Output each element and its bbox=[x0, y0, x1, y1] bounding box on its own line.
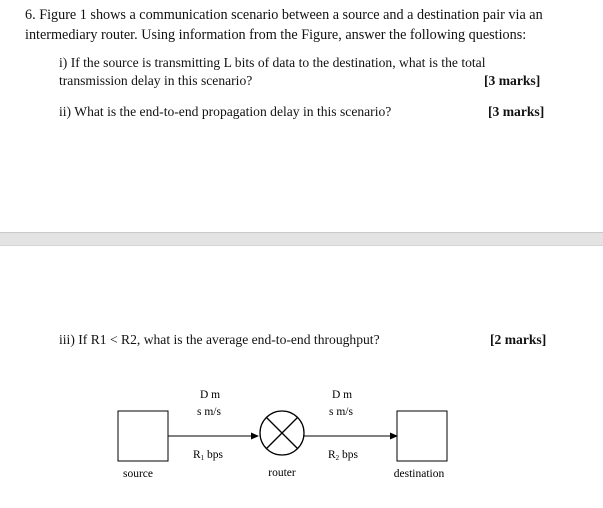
link-1-rate-prefix: R bbox=[192, 449, 201, 461]
destination-label: destination bbox=[393, 468, 445, 480]
part-ii-marks: [3 marks] bbox=[488, 104, 545, 119]
link-2-rate-subscript: 2 bbox=[335, 454, 340, 462]
question-intro-line-1: 6. Figure 1 shows a communication scenario between a source and a destination pair via an bbox=[25, 7, 543, 23]
link-1-rate-subscript: 1 bbox=[200, 454, 205, 462]
part-iii: iii) If R1 < R2, what is the average end-to-end throughput? bbox=[59, 332, 380, 347]
link-2-rate-prefix: R bbox=[327, 449, 336, 461]
link-1-distance: D m bbox=[199, 389, 221, 401]
part-iii-marks: [2 marks] bbox=[490, 332, 547, 347]
part-i-marks: [3 marks] bbox=[484, 73, 541, 88]
question-intro-line-2: intermediary router. Using information from the Figure, answer the following questions: bbox=[25, 27, 527, 43]
link-2-distance: D m bbox=[331, 389, 353, 401]
router-label: router bbox=[268, 467, 296, 479]
source-label: source bbox=[122, 468, 154, 480]
part-i-line-1: i) If the source is transmitting L bits of data to the destination, what is the total bbox=[59, 55, 486, 70]
link-1-rate bbox=[193, 449, 224, 462]
link-1-rate-suffix: bps bbox=[204, 449, 224, 461]
link-2-rate bbox=[328, 449, 359, 462]
router-node bbox=[260, 411, 304, 455]
part-ii: ii) What is the end-to-end propagation delay in this scenario? bbox=[59, 104, 392, 119]
part-i-line-2: transmission delay in this scenario? bbox=[59, 73, 253, 88]
link-2-speed: s m/s bbox=[329, 406, 353, 418]
destination-node bbox=[397, 411, 447, 461]
source-node bbox=[118, 411, 168, 461]
link-2-rate-suffix: bps bbox=[339, 449, 359, 461]
link-1-speed: s m/s bbox=[197, 406, 221, 418]
